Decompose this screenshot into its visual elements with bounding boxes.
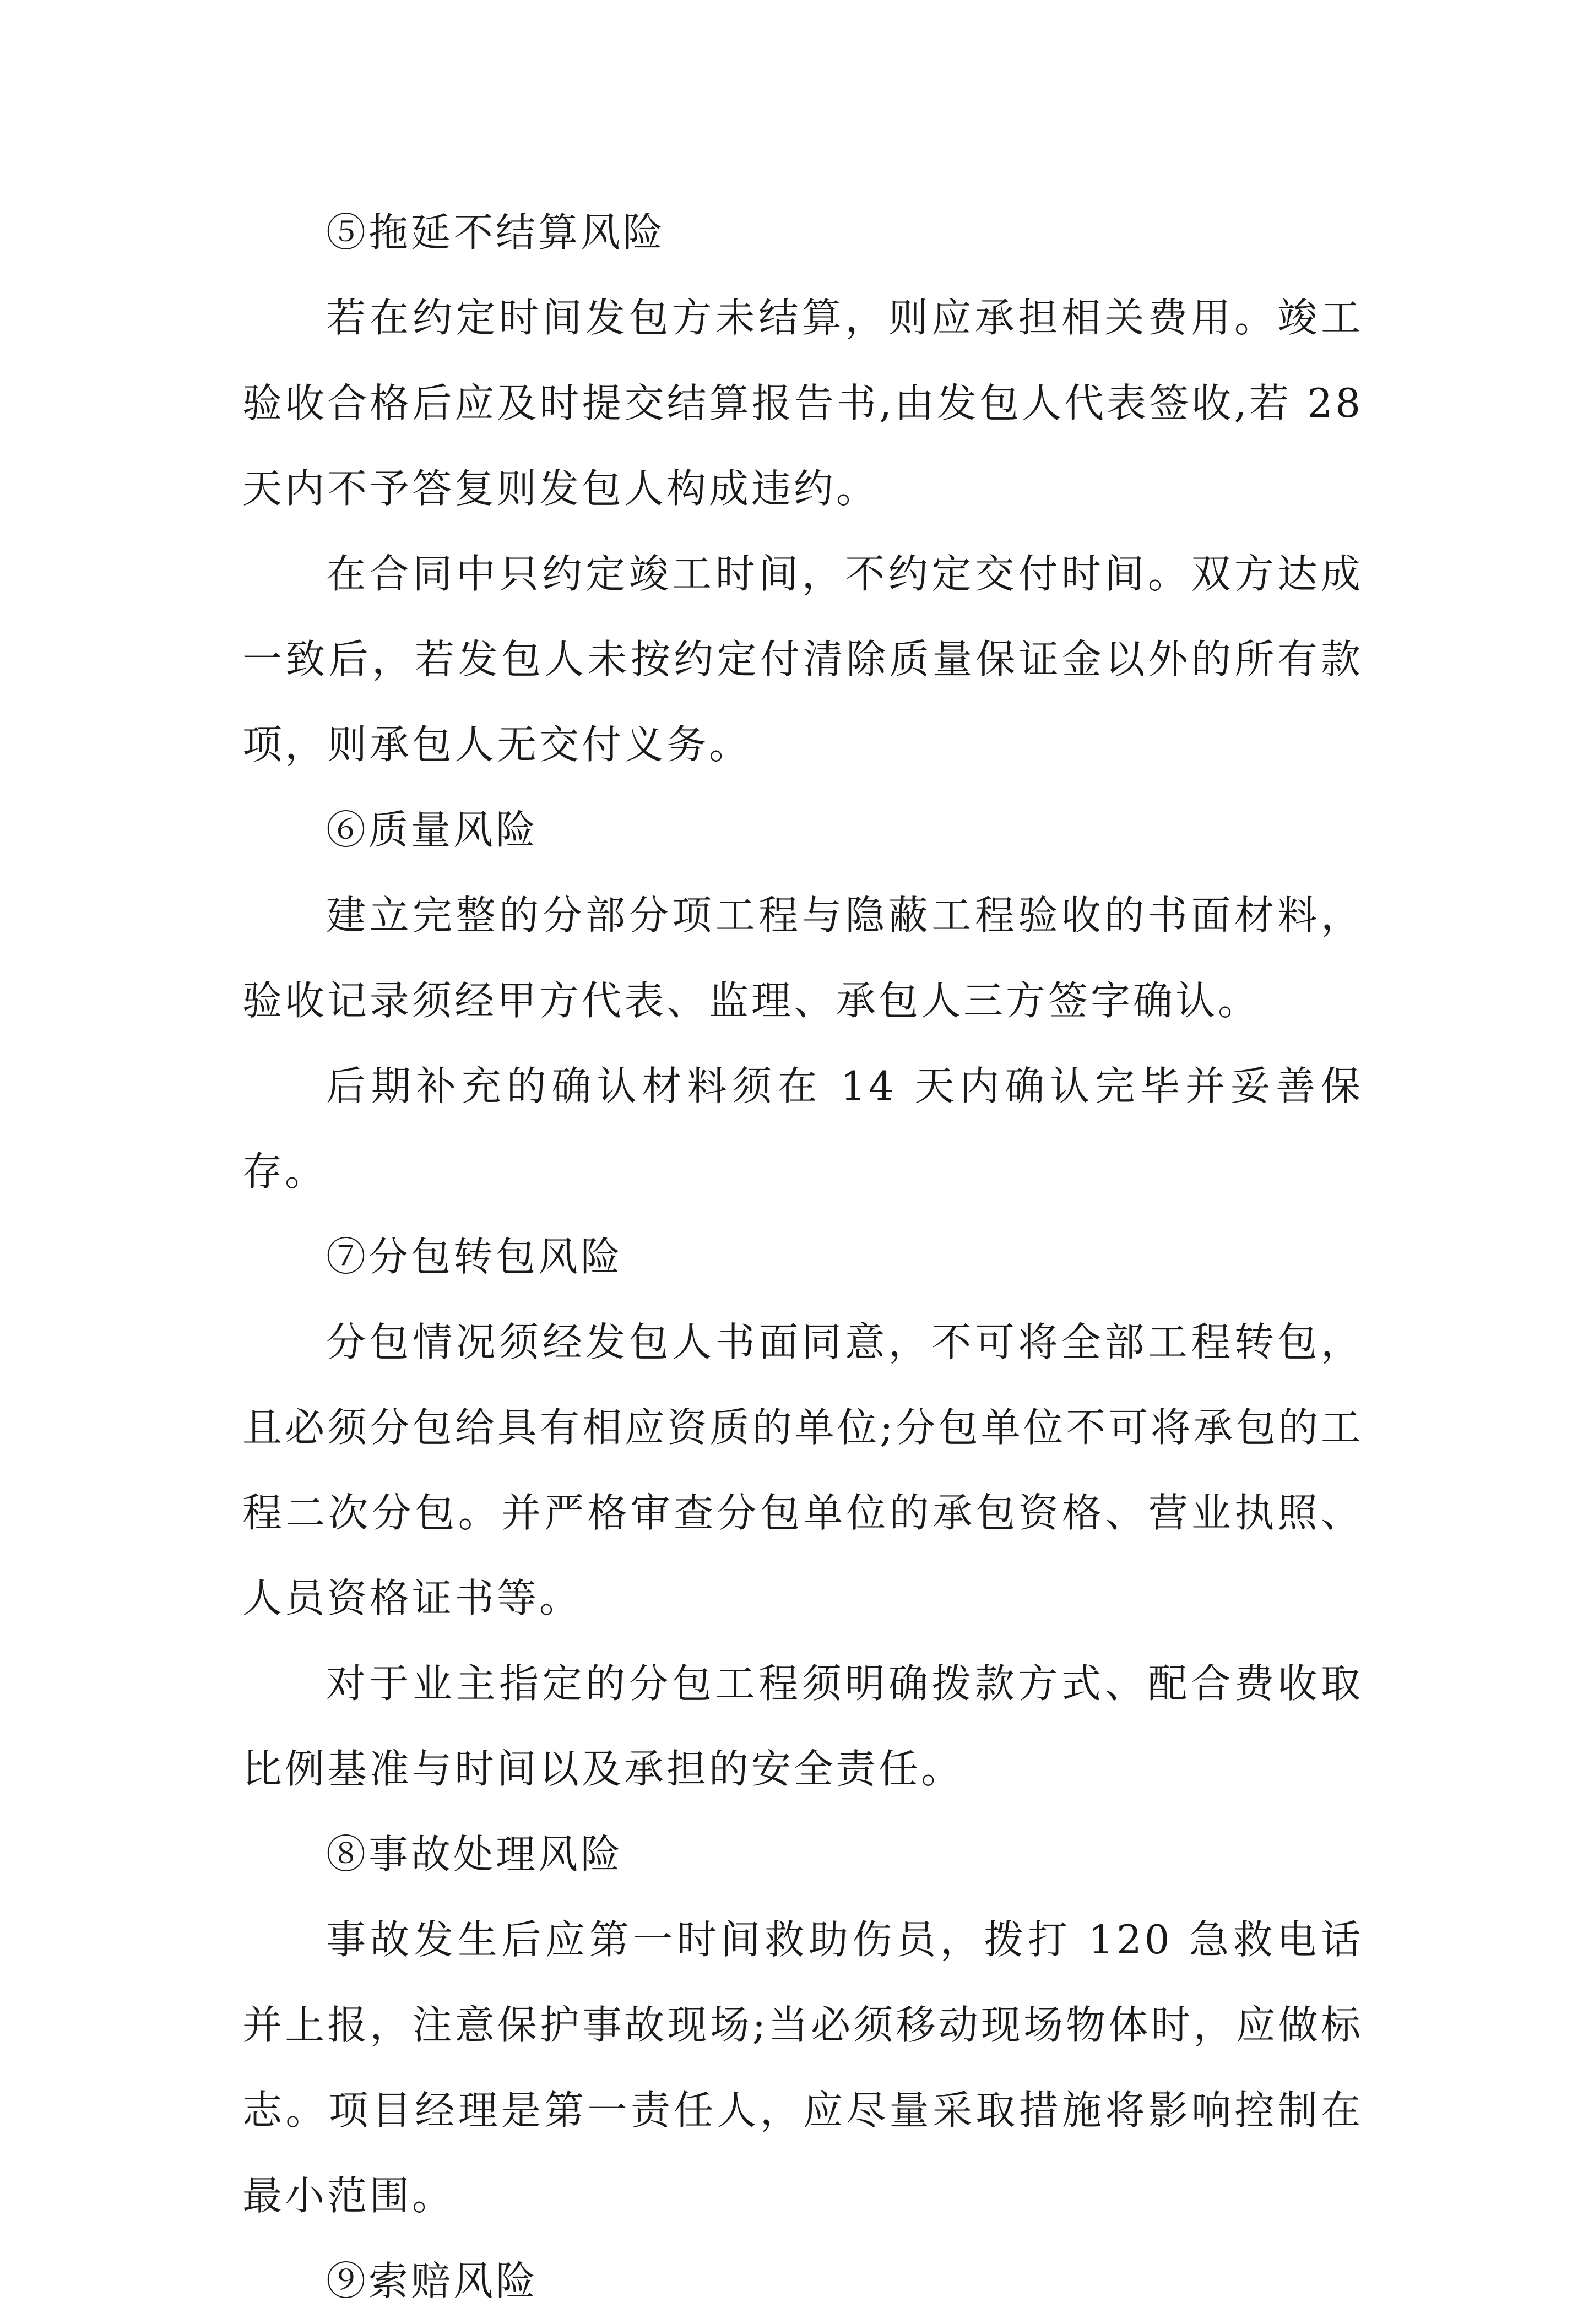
- heading-claim-risk: ⑨索赔风险: [326, 2258, 539, 2304]
- paragraph-subcontracting-rules: 分包情况须经发包人书面同意，不可将全部工程转包，且必须分包给具有相应资质的单位;分包单位不可将承包的工程二次分包。并严格审查分包单位的承包资格、营业执照、人员资格证书等。: [242, 1319, 1363, 1621]
- heading-quality-risk: ⑥质量风险: [326, 807, 539, 853]
- document-body: [242, 190, 1363, 2324]
- heading-delay-settlement-risk: ⑤拖延不结算风险: [326, 209, 666, 256]
- heading-accident-risk: ⑧事故处理风险: [326, 1831, 623, 1877]
- paragraph-settlement-fees: 若在约定时间发包方未结算，则应承担相关费用。竣工验收合格后应及时提交结算报告书,由发包人代表签收,若 28 天内不予答复则发包人构成违约。: [242, 295, 1363, 512]
- paragraph-accident-handling: 事故发生后应第一时间救助伤员，拨打 120 急救电话并上报，注意保护事故现场;当必须移动现场物体时，应做标志。项目经理是第一责任人，应尽量采取措施将影响控制在最小范围。: [242, 1916, 1363, 2219]
- paragraph-supplementary-materials: 后期补充的确认材料须在 14 天内确认完毕并妥善保存。: [242, 1063, 1363, 1194]
- paragraph-completion-delivery: 在合同中只约定竣工时间，不约定交付时间。双方达成一致后，若发包人未按约定付清除质量保证金以外的所有款项，则承包人无交付义务。: [242, 551, 1363, 768]
- paragraph-designated-subcontracting: 对于业主指定的分包工程须明确拨款方式、配合费收取比例基准与时间以及承担的安全责任。: [242, 1660, 1363, 1792]
- paragraph-acceptance-records: 建立完整的分部分项工程与隐蔽工程验收的书面材料，验收记录须经甲方代表、监理、承包人三方签字确认。: [242, 892, 1363, 1024]
- heading-subcontracting-risk: ⑦分包转包风险: [326, 1234, 623, 1280]
